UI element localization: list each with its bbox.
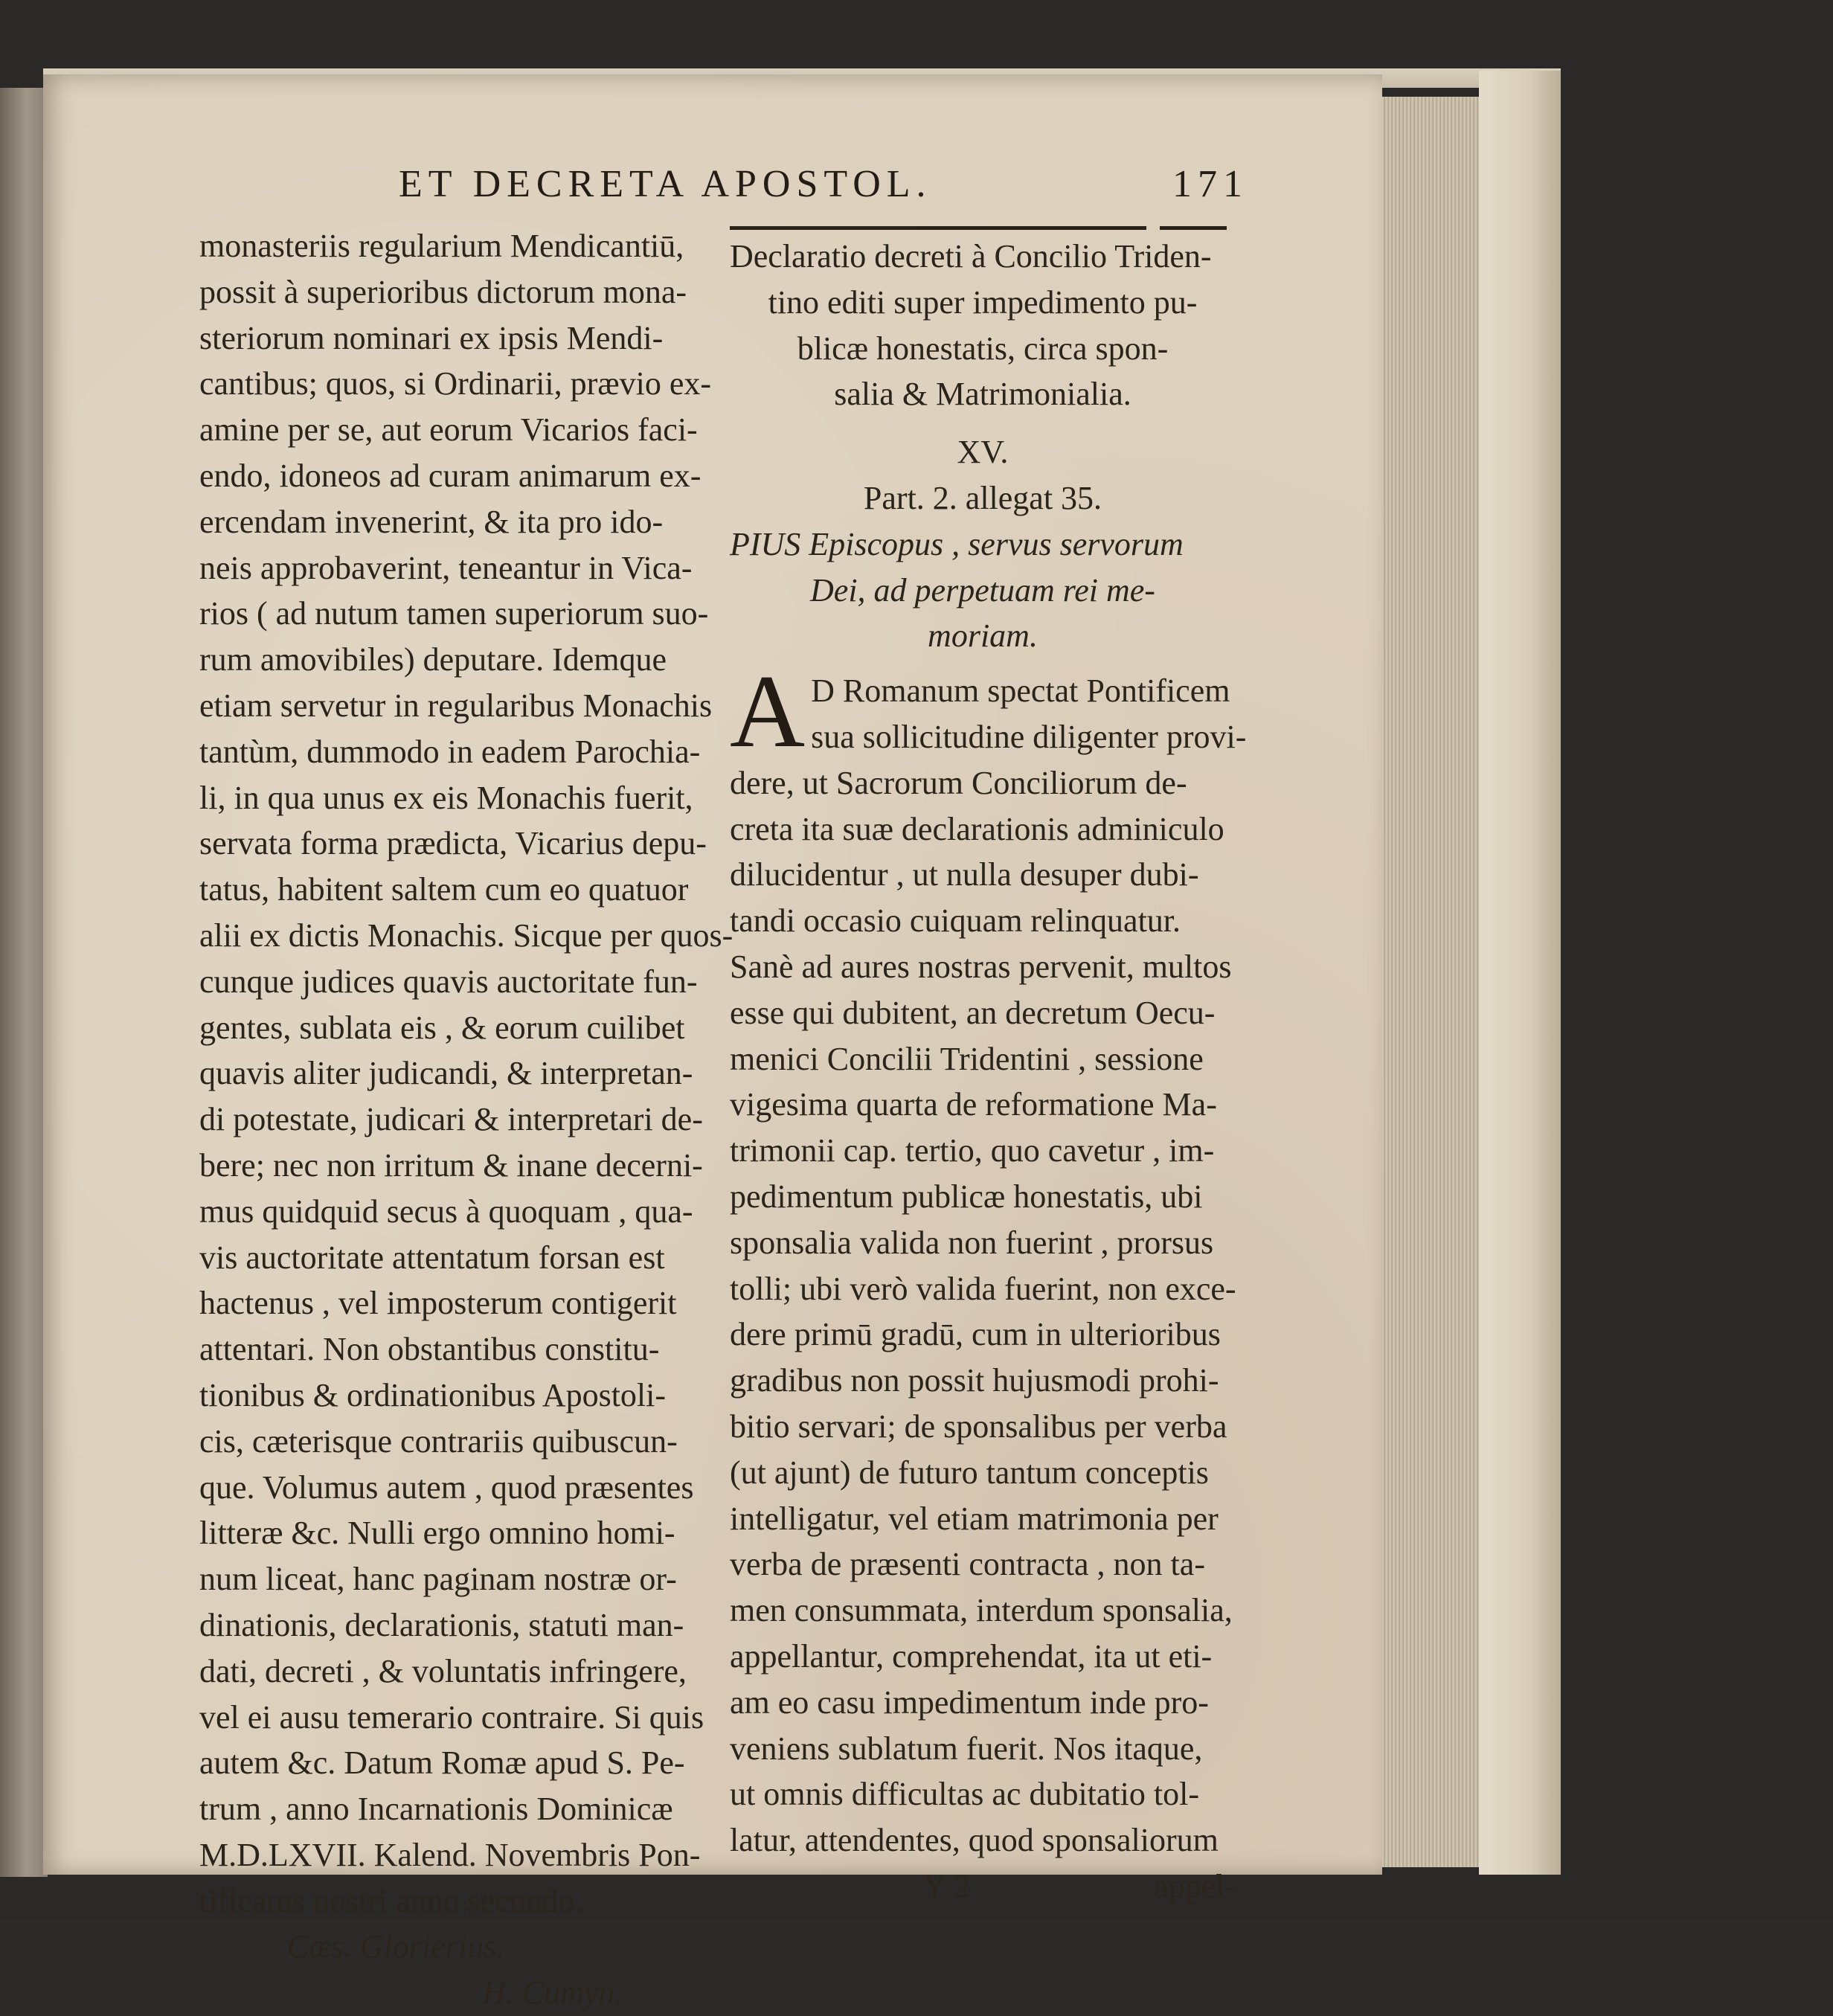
left-text-line: dati, decreti , & voluntatis infringere, — [199, 1652, 687, 1689]
left-text-line: que. Volumus autem , quod præsentes — [199, 1468, 694, 1506]
body-text-line: sua sollicitudine diligenter provi- — [811, 718, 1247, 755]
left-text-line: alii ex dictis Monachis. Sicque per quos- — [199, 916, 733, 954]
running-title: ET DECRETA APOSTOL. — [399, 163, 932, 205]
heading-rule-short — [1160, 226, 1227, 230]
intro-line: Dei, ad perpetuam rei me- — [810, 571, 1155, 609]
left-text-line: M.D.LXVII. Kalend. Novembris Pon- — [199, 1836, 701, 1873]
left-text-line: di potestate, judicari & interpretari de- — [199, 1101, 703, 1138]
signature-glorierius: Cæs. Glorierius. — [287, 1928, 505, 1965]
body-text-line: (ut ajunt) de futuro tantum conceptis — [730, 1454, 1209, 1491]
left-text-line: autem &c. Datum Romæ apud S. Pe- — [199, 1744, 685, 1782]
body-text-line: dere primū gradū, cum in ulterioribus — [730, 1316, 1221, 1353]
left-text-line: possit à superioribus dictorum mona- — [199, 273, 687, 310]
left-text-line: tatus, habitent saltem cum eo quatuor — [199, 871, 689, 908]
left-text-line: dinationis, declarationis, statuti man- — [199, 1606, 684, 1643]
body-text-line: am eo casu impedimentum inde pro- — [730, 1683, 1209, 1721]
book-cover-right — [1479, 71, 1561, 1875]
body-text-line: trimonii cap. tertio, quo cavetur , im- — [730, 1132, 1215, 1169]
left-text-line: ercendam invenerint, & ita pro ido- — [199, 503, 664, 540]
body-text-line: men consummata, interdum sponsalia, — [730, 1592, 1233, 1629]
body-text-line: dilucidentur , ut nulla desuper dubi- — [730, 856, 1199, 893]
body-text-line: esse qui dubitent, an decretum Oecu- — [730, 994, 1216, 1031]
body-text-line: vigesima quarta de reformatione Ma- — [730, 1086, 1217, 1123]
left-text-line: monasteriis regularium Mendicantiū, — [199, 228, 684, 264]
left-text-line: etiam servetur in regularibus Monachis — [199, 687, 713, 724]
body-text-line: ut omnis difficultas ac dubitatio tol- — [730, 1776, 1199, 1813]
body-text-line: intelligatur, vel etiam matrimonia per — [730, 1500, 1219, 1537]
heading-line: blicæ honestatis, circa spon- — [797, 330, 1169, 367]
left-text-line: vis auctoritate attentatum forsan est — [199, 1239, 665, 1276]
intro-line: PIUS Episcopus , servus servorum — [730, 525, 1184, 562]
page-number: 171 — [1172, 163, 1248, 205]
left-text-line: cis, cæterisque contrariis quibuscun- — [199, 1422, 678, 1460]
left-text-line: steriorum nominari ex ipsis Mendi- — [199, 319, 664, 356]
left-text-line: tantùm, dummodo in eadem Parochia- — [199, 733, 701, 770]
body-text-line: veniens sublatum fuerit. Nos itaque, — [730, 1730, 1203, 1767]
section-number: XV. — [957, 434, 1009, 471]
text-block — [198, 74, 1248, 2012]
heading-line: salia & Matrimonialia. — [834, 376, 1131, 413]
body-text-line: menici Concilii Tridentini , sessione — [730, 1040, 1204, 1077]
left-text-line: mus quidquid secus à quoquam , qua- — [199, 1192, 693, 1230]
left-text-line: amine per se, aut eorum Vicarios faci- — [199, 411, 698, 449]
left-text-line: servata forma prædicta, Vicarius depu- — [199, 825, 707, 862]
body-text-line: D Romanum spectat Pontificem — [811, 672, 1230, 710]
left-page-edge — [0, 88, 48, 1877]
left-text-line: tionibus & ordinationibus Apostoli- — [199, 1376, 667, 1413]
body-text-line: gradibus non possit hujusmodi prohi- — [730, 1362, 1219, 1399]
heading-line: tino editi super impedimento pu- — [768, 283, 1198, 321]
left-text-line: gentes, sublata eis , & eorum cuilibet — [199, 1009, 685, 1046]
body-text-line: tolli; ubi verò valida fuerint, non exce- — [730, 1270, 1236, 1307]
left-text-line: vel ei ausu temerario contraire. Si quis — [199, 1698, 704, 1736]
body-text-line: latur, attendentes, quod sponsaliorum — [730, 1822, 1219, 1859]
book-page — [43, 74, 1382, 2012]
left-text-line: cunque judices quavis auctoritate fun- — [199, 963, 698, 1000]
running-header — [198, 162, 1248, 222]
left-text-line: rios ( ad nutum tamen superiorum suo- — [199, 595, 709, 632]
body-text-line: pedimentum publicæ honestatis, ubi — [730, 1178, 1203, 1215]
signature-mark: Y 2 — [923, 1867, 971, 1904]
right-column — [730, 234, 1247, 1910]
reference-line: Part. 2. allegat 35. — [863, 479, 1102, 516]
left-text-line: trum , anno Incarnationis Dominicæ — [199, 1791, 673, 1828]
left-text-line: quavis aliter judicandi, & interpretan- — [199, 1055, 693, 1092]
left-text-line: attentari. Non obstantibus constitu- — [199, 1331, 660, 1368]
left-text-line: hactenus , vel imposterum contigerit — [199, 1285, 677, 1322]
catchword: appel- — [1154, 1867, 1236, 1904]
intro-line: moriam. — [928, 617, 1038, 655]
decree-body — [730, 654, 1247, 1863]
left-text-line: cantibus; quos, si Ordinarii, prævio ex- — [199, 365, 712, 402]
body-text-line: creta ita suæ declarationis adminiculo — [730, 810, 1224, 847]
body-text-line: verba de præsenti contracta , non ta- — [730, 1546, 1205, 1583]
body-text-line: dere, ut Sacrorum Conciliorum de- — [730, 764, 1187, 801]
page-foot — [730, 1863, 1236, 1910]
body-text-line: tandi occasio cuiquam relinquatur. — [730, 902, 1181, 940]
left-column — [199, 223, 733, 2016]
signature-cumyn: H. Cumyn. — [482, 1974, 623, 2012]
left-text-line: endo, idoneos ad curam animarum ex- — [199, 457, 702, 494]
heading-line: Declaratio decreti à Concilio Triden- — [730, 238, 1212, 275]
body-text-line: appellantur, comprehendat, ita ut eti- — [730, 1637, 1213, 1675]
left-text-line: neis approbaverint, teneantur in Vica- — [199, 549, 693, 586]
body-text-line: sponsalia valida non fuerint , prorsus — [730, 1224, 1214, 1261]
left-text-line: litteræ &c. Nulli ergo omnino homi- — [199, 1515, 675, 1552]
left-text-line: bere; nec non irritum & inane decerni- — [199, 1146, 703, 1184]
heading-rule — [730, 226, 1146, 230]
left-text-line: num liceat, hanc paginam nostræ or- — [199, 1561, 677, 1598]
left-text-line: tificatus nostri anno secundo. — [199, 1882, 583, 1919]
body-text-line: Sanè ad aures nostras pervenit, multos — [730, 948, 1232, 985]
left-text-line: rum amovibiles) deputare. Idemque — [199, 641, 667, 678]
drop-cap: A — [730, 654, 806, 770]
body-text-line: bitio servari; de sponsalibus per verba — [730, 1407, 1227, 1445]
left-text-line: li, in qua unus ex eis Monachis fuerit, — [199, 779, 693, 816]
page-stack-edge — [1382, 97, 1479, 1867]
